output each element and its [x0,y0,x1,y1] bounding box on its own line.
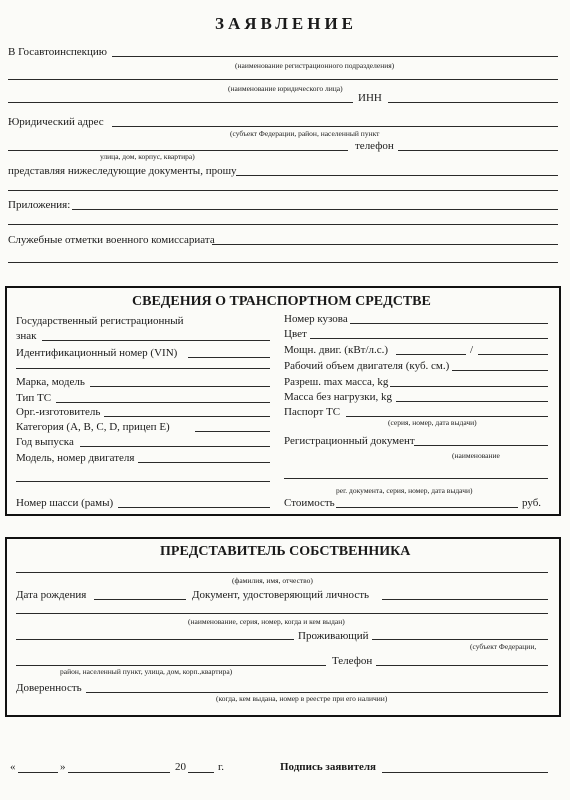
date-year-prefix: 20 [175,761,186,773]
request-label: представляя нижеследующие документы, прошу [8,165,237,177]
dob-field[interactable] [94,599,186,600]
form-title: ЗАЯВЛЕНИЕ [215,14,358,33]
residence-field-pre[interactable] [16,639,294,640]
attachments-label: Приложения: [8,199,71,211]
date-year-suffix: г. [218,761,225,773]
military-field[interactable] [212,244,558,245]
reg-doc-hint-2: рег. документа, серия, номер, дата выдачи) [336,486,473,495]
body-no-label: Номер кузова [284,313,348,325]
dob-label: Дата рождения [16,589,87,601]
request-field-2[interactable] [8,190,558,191]
rep-address-field[interactable] [16,665,326,666]
category-label: Категория (A, B, C, D, прицеп E) [16,421,170,433]
color-field[interactable] [310,338,548,339]
type-label: Тип ТС [16,392,52,404]
chassis-label: Номер шасси (рамы) [16,497,114,509]
address-field-2[interactable] [8,150,348,151]
make-label: Марка, модель [16,376,85,388]
date-quote-open: « [10,761,16,773]
address-label: Юридический адрес [8,116,104,128]
body-no-field[interactable] [350,323,548,324]
to-label: В Госавтоинспекцию [8,46,107,58]
inn-field[interactable] [388,102,558,103]
reg-plate-field[interactable] [42,340,270,341]
cost-unit: руб. [522,497,542,509]
residence-label: Проживающий [298,630,369,642]
date-year-field[interactable] [188,772,214,773]
reg-doc-label: Регистрационный документ [284,435,415,447]
power-separator: / [470,344,474,356]
year-field[interactable] [80,446,270,447]
passport-label: Паспорт ТС [284,406,341,418]
reg-plate-label: Государственный регистрационный [16,315,184,327]
address-field[interactable] [112,126,558,127]
inn-label: ИНН [358,92,382,104]
power-kw-field[interactable] [396,354,466,355]
power-label: Мощн. двиг. (кВт/л.с.) [284,344,389,356]
signature-label: Подпись заявителя [280,761,376,773]
year-label: Год выпуска [16,436,74,448]
volume-label: Рабочий объем двигателя (куб. см.) [284,360,450,372]
id-doc-label: Документ, удостоверяющий личность [192,589,370,601]
manufacturer-label: Орг.-изготовитель [16,406,101,418]
max-mass-label: Разреш. max масса, kg [284,376,389,388]
date-quote-close: » [60,761,66,773]
poa-hint: (когда, кем выдана, номер в реестре при его наличии) [216,694,388,703]
engine-field[interactable] [138,462,270,463]
cost-label: Стоимость [284,497,335,509]
color-label: Цвет [284,328,307,340]
residence-hint: (субъект Федерации, [470,642,537,651]
type-field[interactable] [56,402,270,403]
rep-phone-field[interactable] [376,665,548,666]
reg-doc-hint: (наименование [452,451,500,460]
legal-name-field[interactable] [8,79,558,80]
request-field[interactable] [236,175,558,176]
power-hp-field[interactable] [478,354,548,355]
signature-field[interactable] [382,772,548,773]
curb-mass-field[interactable] [396,401,548,402]
attachments-field[interactable] [72,209,558,210]
to-hint: (наименование регистрационного подразделения) [235,61,395,70]
rep-phone-label: Телефон [332,655,373,667]
passport-hint: (серия, номер, дата выдачи) [388,418,477,427]
engine-label: Модель, номер двигателя [16,452,135,464]
manufacturer-field[interactable] [104,416,270,417]
id-doc-field[interactable] [382,599,548,600]
reg-doc-field[interactable] [414,445,548,446]
reg-doc-field-2[interactable] [284,478,548,479]
phone-field[interactable] [398,150,558,151]
legal-name-hint: (наименование юридического лица) [228,84,343,93]
category-field[interactable] [195,431,270,432]
id-doc-hint: (наименование, серия, номер, когда и кем выдан) [188,617,345,626]
representative-section [5,537,561,717]
phone-label: телефон [355,140,394,152]
rep-address-hint: район, населенный пункт, улица, дом, корп.,квартира) [60,667,233,676]
id-doc-field-2[interactable] [16,613,548,614]
vin-field-2[interactable] [16,368,270,369]
max-mass-field[interactable] [390,386,548,387]
to-field[interactable] [112,56,558,57]
vin-label: Идентификационный номер (VIN) [16,347,178,359]
rep-name-hint: (фамилия, имя, отчество) [232,576,313,585]
street-hint: улица, дом, корпус, квартира) [100,152,195,161]
address-hint: (субъект Федерации, район, населенный пункт [230,129,380,138]
legal-name-field-2[interactable] [8,102,353,103]
date-month-field[interactable] [68,772,170,773]
vehicle-title: СВЕДЕНИЯ О ТРАНСПОРТНОМ СРЕДСТВЕ [132,294,431,309]
cost-field[interactable] [336,507,518,508]
poa-field[interactable] [86,692,548,693]
passport-field[interactable] [346,416,548,417]
attachments-field-2[interactable] [8,224,558,225]
engine-field-2[interactable] [16,481,270,482]
rep-name-field[interactable] [16,572,548,573]
poa-label: Доверенность [16,682,82,694]
chassis-field[interactable] [118,507,270,508]
military-field-2[interactable] [8,262,558,263]
volume-field[interactable] [452,370,548,371]
curb-mass-label: Масса без нагрузки, kg [284,391,392,403]
date-day-field[interactable] [18,772,58,773]
make-field[interactable] [90,386,270,387]
vin-field[interactable] [188,357,270,358]
representative-title: ПРЕДСТАВИТЕЛЬ СОБСТВЕННИКА [160,544,411,559]
military-label: Служебные отметки военного комиссариата [8,234,215,246]
residence-field[interactable] [372,639,548,640]
reg-plate-label-2: знак [16,330,37,342]
